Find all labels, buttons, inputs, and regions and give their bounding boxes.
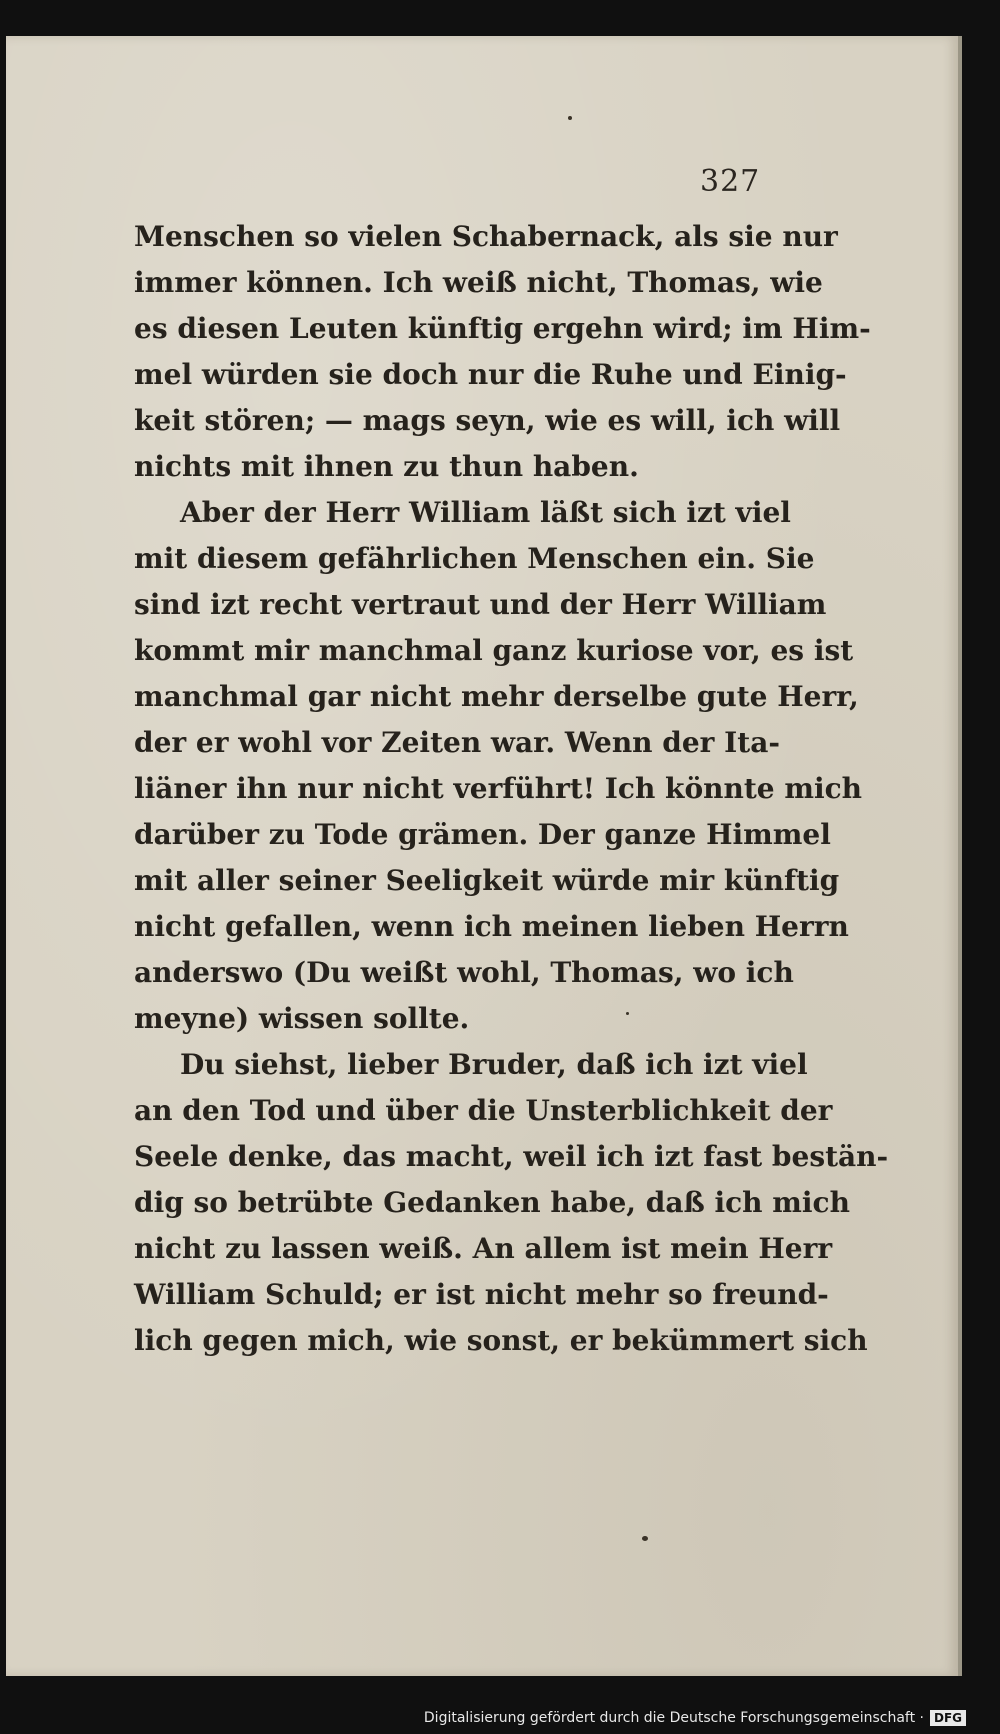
text-line: William Schuld; er ist nicht mehr so freund- [134,1278,829,1311]
text-line: immer können. Ich weiß nicht, Thomas, wie [134,266,823,299]
credit-text: Digitalisierung gefördert durch die Deutsche Forschungsgemeinschaft · [423,1710,924,1726]
text-line: an den Tod und über die Unsterblichkeit der [134,1094,833,1127]
text-line: mel würden sie doch nur die Ruhe und Einig- [134,358,847,391]
dfg-logo: DFG [930,1710,966,1726]
text-line: liäner ihn nur nicht verführt! Ich könnte mich [134,772,863,805]
text-line: es diesen Leuten künftig ergehn wird; im Him- [134,312,871,345]
paper-speck [642,1536,648,1541]
text-line: dig so betrübte Gedanken habe, daß ich mich [134,1186,850,1219]
text-line: mit diesem gefährlichen Menschen ein. Sie [134,542,815,575]
text-line: sind izt recht vertraut und der Herr William [134,588,827,621]
text-line: Seele denke, das macht, weil ich izt fast bestän- [134,1140,889,1173]
text-line: keit stören; — mags seyn, wie es will, ich will [134,404,841,437]
text-line: manchmal gar nicht mehr derselbe gute Herr, [134,680,859,713]
text-line: meyne) wissen sollte. [134,1002,470,1035]
text-line: Menschen so vielen Schabernack, als sie nur [134,220,838,253]
text-line: nicht gefallen, wenn ich meinen lieben Herrn [134,910,849,943]
text-line: Aber der Herr William läßt sich izt viel [180,496,791,529]
text-line: der er wohl vor Zeiten war. Wenn der Ita- [134,726,780,759]
text-line: nichts mit ihnen zu thun haben. [134,450,639,483]
text-line: lich gegen mich, wie sonst, er bekümmert sich [134,1324,868,1357]
page-number: 327 [700,164,761,199]
text-line: darüber zu Tode grämen. Der ganze Himmel [134,818,831,851]
text-line: mit aller seiner Seeligkeit würde mir künftig [134,864,840,897]
paper-speck [568,116,572,120]
body-text [134,214,889,1364]
text-line: nicht zu lassen weiß. An allem ist mein Herr [134,1232,833,1265]
digitization-credit [424,1710,966,1726]
text-line: anderswo (Du weißt wohl, Thomas, wo ich [134,956,794,989]
text-line: Du siehst, lieber Bruder, daß ich izt viel [180,1048,808,1081]
text-line: kommt mir manchmal ganz kuriose vor, es ist [134,634,854,667]
